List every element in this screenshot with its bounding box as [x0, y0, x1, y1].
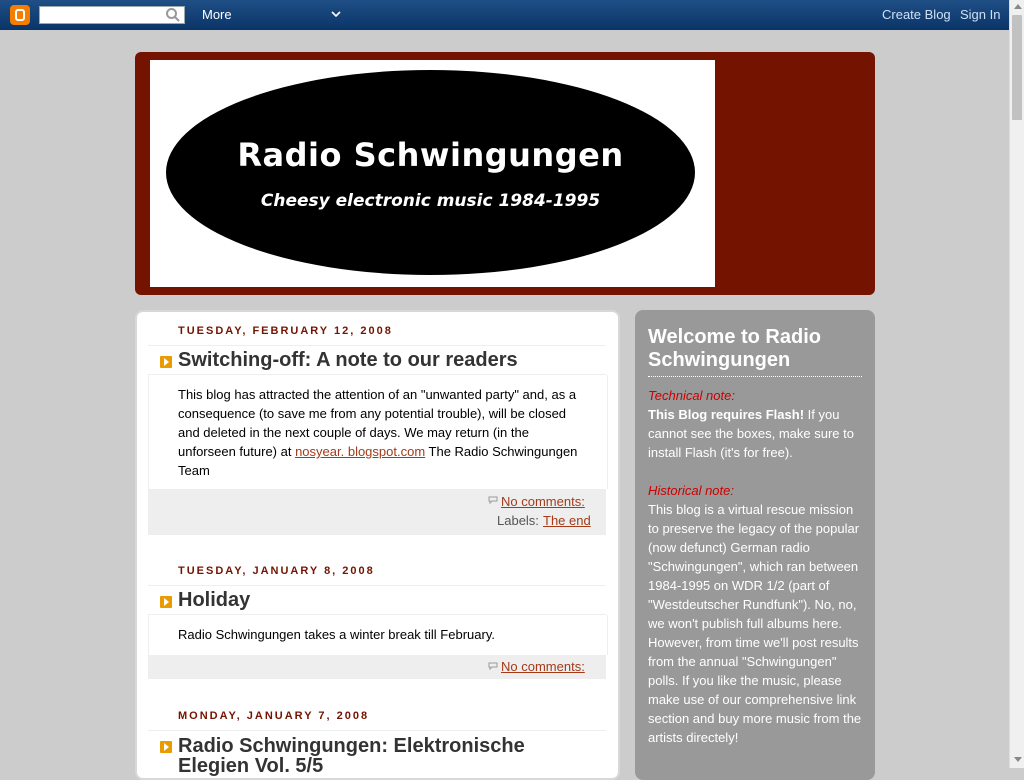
- blog-subtitle: Cheesy electronic music 1984-1995: [260, 191, 601, 211]
- date-header: TUESDAY, FEBRUARY 12, 2008: [178, 325, 393, 337]
- comments-link[interactable]: No comments:: [501, 659, 585, 674]
- sidebar-body: [648, 386, 864, 747]
- post-title-row: [148, 585, 606, 615]
- scroll-up-arrow-icon[interactable]: [1014, 4, 1022, 9]
- sidebar-title: Welcome to Radio Schwingungen: [648, 326, 862, 377]
- post-title-row: [148, 730, 606, 780]
- blogger-navbar: [0, 0, 1009, 30]
- post-arrow-icon: [160, 741, 172, 753]
- post-title[interactable]: Switching-off: A note to our readers: [178, 349, 518, 371]
- post-title[interactable]: Radio Schwingungen: Elektronische Elegien Vol. 5/5: [178, 735, 525, 777]
- vertical-scrollbar[interactable]: [1009, 0, 1024, 768]
- blogger-logo-icon[interactable]: [10, 5, 30, 25]
- post-title-row: [148, 345, 606, 375]
- label-the-end-link[interactable]: The end: [543, 513, 591, 528]
- search-input[interactable]: [39, 6, 185, 24]
- chevron-down-icon[interactable]: [330, 9, 342, 19]
- historical-note-text: This blog is a virtual rescue mission to preserve the legacy of the popular (now defunct) German radio "Schwingungen", which ran between 1984-1995 on WDR 1/2 (part of "Westdeutscher Rundfunk"). No, no, we won't publish full albums here. However, from time we'll post results from the annual "Schwingungen" polls. If you like the music, please make use of our comprehensive link section and buy more music from the artists directely!: [648, 502, 862, 745]
- post-body: This blog has attracted the attention of an "unwanted party" and, as a consequence (to save me from any potential trouble), will be closed and deleted in the next couple of days. We may return (in the unforseen future) at nosyear. blogspot.com The Radio Schwingungen Team: [178, 387, 578, 478]
- technical-note-text: If you cannot see the boxes, make sure to install Flash (it's for free).: [648, 407, 854, 460]
- sign-in-link[interactable]: Sign In: [960, 7, 1001, 22]
- nosyear-link[interactable]: nosyear. blogspot.com: [295, 444, 426, 459]
- search-icon[interactable]: [165, 7, 181, 23]
- labels-prefix: Labels:: [497, 513, 539, 528]
- flash-required-text: This Blog requires Flash!: [648, 407, 805, 422]
- post-footer: [148, 655, 606, 679]
- comment-icon: [488, 496, 498, 504]
- header-oval-logo: [166, 70, 695, 275]
- more-menu-label[interactable]: More: [202, 7, 232, 22]
- main-column: [135, 310, 620, 780]
- technical-note-label: Technical note:: [648, 388, 735, 403]
- date-header: TUESDAY, JANUARY 8, 2008: [178, 565, 375, 577]
- header-banner[interactable]: [150, 60, 715, 287]
- create-blog-link[interactable]: Create Blog: [882, 7, 951, 22]
- post-arrow-icon: [160, 356, 172, 368]
- blog-header: [135, 52, 875, 295]
- post-body: Radio Schwingungen takes a winter break till February.: [178, 627, 495, 642]
- historical-note-label: Historical note:: [648, 483, 734, 498]
- comments-link[interactable]: No comments:: [501, 494, 585, 509]
- comment-icon: [488, 662, 498, 670]
- sidebar: [635, 310, 875, 780]
- scroll-down-arrow-icon[interactable]: [1014, 757, 1022, 762]
- post-title[interactable]: Holiday: [178, 589, 251, 611]
- post-footer: [148, 489, 606, 535]
- date-header: MONDAY, JANUARY 7, 2008: [178, 710, 370, 722]
- scrollbar-thumb[interactable]: [1012, 15, 1022, 120]
- post-arrow-icon: [160, 596, 172, 608]
- blog-title: Radio Schwingungen: [237, 136, 624, 174]
